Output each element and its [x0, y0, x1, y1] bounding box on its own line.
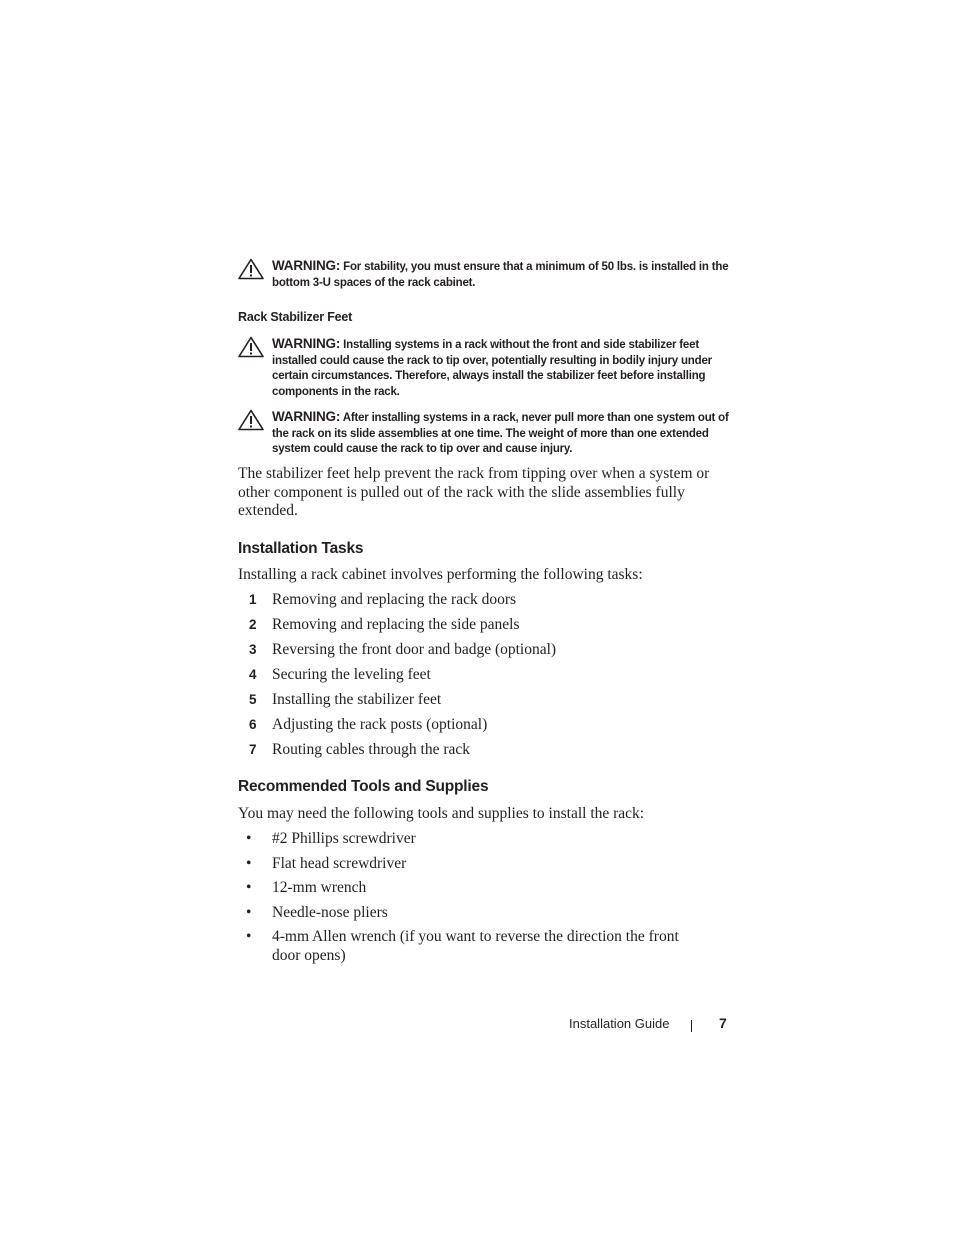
warning-label: WARNING:: [272, 258, 341, 273]
list-item-text: 4-mm Allen wrench (if you want to reverse the direction the front door opens): [272, 928, 679, 964]
list-item: [238, 879, 708, 898]
list-item: [238, 641, 708, 660]
warning-text: [272, 258, 738, 291]
bullet: •: [246, 830, 252, 847]
list-number: 6: [249, 716, 257, 732]
warning-label: WARNING:: [272, 409, 341, 424]
list-item: [238, 616, 708, 635]
list-item: [238, 716, 708, 735]
list-item-text: Installing the stabilizer feet: [272, 690, 442, 708]
list-item-text: Needle-nose pliers: [272, 903, 388, 921]
list-item: [238, 666, 708, 685]
page-footer: [569, 1014, 739, 1034]
stabilizer-paragraph: The stabilizer feet help prevent the rack from tipping over when a system or other component is pulled out of the rack with the slide assemblies fully extended.: [238, 465, 710, 520]
footer-divider: [691, 1020, 692, 1032]
list-item-text: Adjusting the rack posts (optional): [272, 715, 488, 733]
list-item-text: 12-mm wrench: [272, 879, 367, 897]
tools-heading: Recommended Tools and Supplies: [238, 778, 489, 795]
list-item: [238, 691, 708, 710]
installation-tasks-heading: Installation Tasks: [238, 540, 364, 557]
list-number: 3: [249, 641, 257, 657]
installation-tasks-intro: Installing a rack cabinet involves performing the following tasks:: [238, 566, 643, 583]
warning-label: WARNING:: [272, 336, 341, 351]
warning-body: For stability, you must ensure that a minimum of 50 lbs. is installed in the bottom 3-U spaces of the rack cabinet.: [272, 261, 729, 289]
tools-intro: You may need the following tools and supplies to install the rack:: [238, 805, 645, 822]
installation-tasks-list: [238, 591, 708, 760]
warning-text: [272, 409, 738, 458]
list-item-text: #2 Phillips screwdriver: [272, 830, 416, 847]
list-number: 1: [249, 592, 257, 607]
warning-body: Installing systems in a rack without the front and side stabilizer feet installed could cause the rack to tip over, potentially resulting in bodily injury under certain circumstances. Therefore, always install the stabilizer feet before installing components in the rack.: [272, 339, 712, 398]
warning-triangle-icon: [238, 409, 264, 431]
bullet: •: [246, 903, 252, 921]
warning-text: [272, 336, 738, 400]
bullet: •: [246, 854, 252, 872]
warning-triangle-icon: [238, 336, 264, 358]
list-item: [238, 928, 684, 965]
bullet: •: [246, 879, 252, 897]
page-number: 7: [719, 1015, 727, 1031]
warning-slide-assemblies: [238, 409, 738, 458]
list-item-text: Removing and replacing the side panels: [272, 615, 520, 633]
list-item: [238, 904, 708, 923]
warning-body: After installing systems in a rack, never pull more than one system out of the rack on its slide assemblies at one time. The weight of more than one extended system could cause the rack to tip over and cause injury.: [272, 412, 729, 456]
tools-list: [238, 830, 708, 966]
list-number: 5: [249, 691, 257, 707]
list-item: [238, 741, 708, 760]
warning-stability: [238, 258, 738, 291]
list-number: 7: [249, 741, 257, 757]
list-item-text: Routing cables through the rack: [272, 740, 471, 758]
warning-triangle-icon: [238, 258, 264, 280]
list-number: 4: [249, 666, 257, 682]
list-item: [238, 591, 708, 610]
bullet: •: [246, 928, 252, 946]
rack-stabilizer-heading: Rack Stabilizer Feet: [238, 310, 353, 324]
list-number: 2: [249, 616, 257, 632]
list-item-text: Securing the leveling feet: [272, 665, 431, 683]
list-item-text: Reversing the front door and badge (optional): [272, 640, 557, 658]
list-item-text: Flat head screwdriver: [272, 854, 407, 872]
warning-stabilizer-feet: [238, 336, 738, 400]
list-item-text: Removing and replacing the rack doors: [272, 591, 517, 608]
list-item: [238, 830, 708, 849]
footer-label: Installation Guide: [569, 1016, 670, 1031]
list-item: [238, 855, 708, 874]
